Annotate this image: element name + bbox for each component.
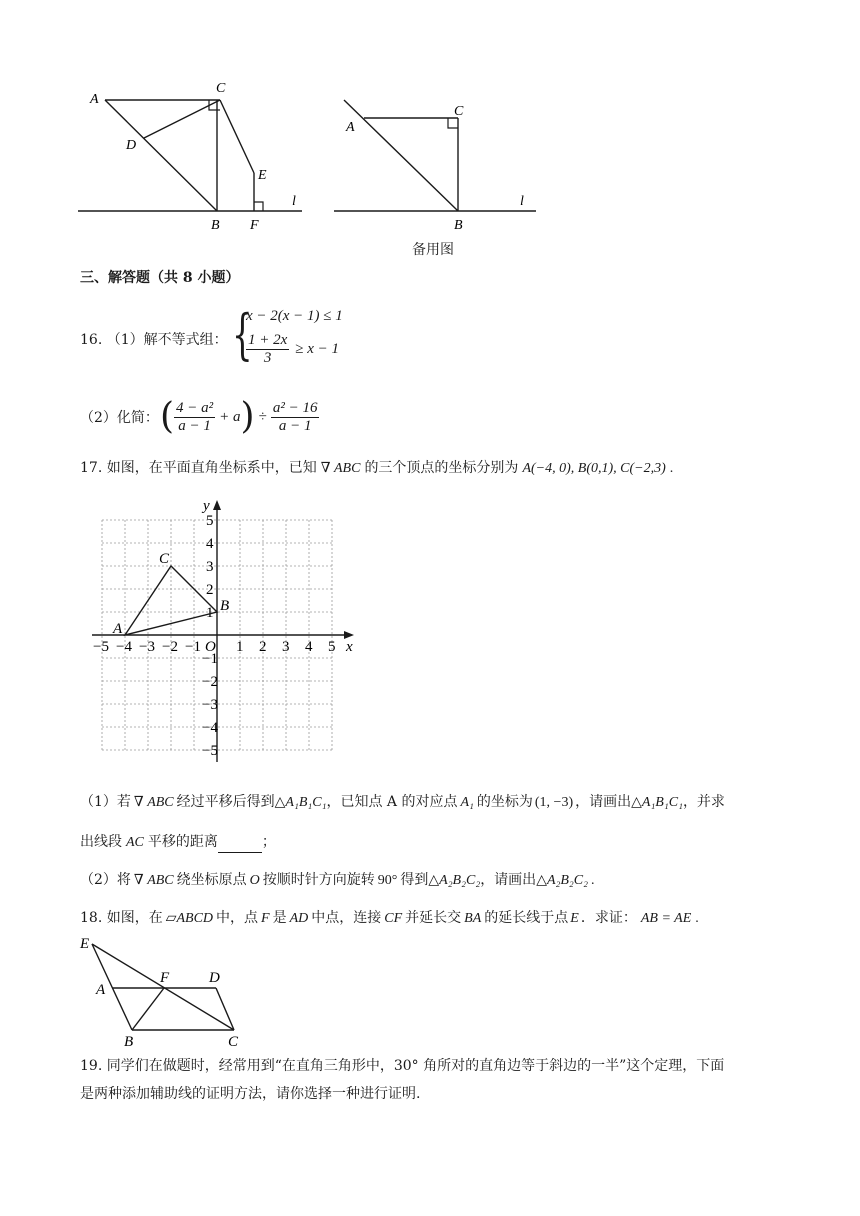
q18-end: .	[695, 911, 699, 926]
q16-part1-prefix: （1）解不等式组：	[106, 332, 228, 348]
q17-p2-a: （2）将	[80, 872, 131, 888]
x-tick-label: 4	[305, 639, 313, 655]
q18-b: 中，点	[216, 910, 259, 926]
answer-blank[interactable]	[218, 838, 262, 853]
q16-frac2-den: a − 1	[278, 417, 312, 434]
y-tick-label: −1	[202, 651, 218, 667]
x-tick-label: −3	[139, 639, 155, 655]
q19-line2: 是两种添加辅助线的证明方法，请你选择一种进行证明.	[80, 1086, 421, 1102]
y-axis-label: y	[203, 498, 210, 514]
label-B: B	[211, 218, 220, 233]
q17-p2-o: O	[249, 873, 260, 888]
figure-top-right	[330, 95, 550, 235]
q16-brace: {	[232, 303, 253, 366]
q18-figure	[76, 932, 256, 1050]
y-tick-label: −3	[202, 697, 218, 713]
q18-f: F	[261, 911, 270, 926]
label-l: l	[292, 194, 296, 209]
q17-stem-b: 的三个顶点的坐标分别为	[364, 460, 519, 476]
point-C-label: C	[159, 551, 170, 567]
q18-c: 是	[272, 910, 287, 926]
q17-p2-deg: 90°	[377, 873, 398, 888]
y-tick-label: 2	[206, 582, 214, 598]
label-B: B	[124, 1034, 134, 1050]
q18-par: ▱ABCD	[165, 911, 214, 926]
x-tick-label: 3	[282, 639, 290, 655]
y-tick-label: 1	[206, 605, 214, 621]
y-tick-label: −5	[202, 743, 218, 759]
y-tick-label: 3	[206, 559, 214, 575]
q17-p2-d: 得到	[400, 872, 429, 888]
label-C: C	[216, 81, 226, 96]
q19-line1: 19. 同学们在做题时，经常用到“在直角三角形中，30° 角所对的直角边等于斜边的一半”这个定理，下面	[80, 1058, 725, 1074]
q16-inequality-2	[246, 332, 339, 367]
q18-g: 的延长线于点	[484, 910, 569, 926]
coordinate-grid	[86, 488, 366, 774]
label-D: D	[126, 138, 137, 153]
q17-p1-tri: ∇ ABC	[133, 795, 174, 810]
q17-part2	[80, 870, 595, 891]
q17-stem	[80, 458, 673, 479]
q17-coords: A(−4, 0), B(0,1), C(−2,3)	[522, 461, 666, 476]
q18-a: 18. 如图，在	[80, 910, 163, 926]
x-tick-label: 5	[328, 639, 336, 655]
q18-cf: CF	[384, 911, 403, 926]
y-tick-label: 5	[206, 513, 214, 529]
q17-p1-c: ，已知点 A 的对应点	[326, 794, 458, 810]
label-B: B	[454, 218, 463, 233]
label-E: E	[80, 936, 90, 952]
y-tick-label: −2	[202, 674, 218, 690]
q16-ineq2-num: 1 + 2x	[248, 332, 288, 348]
q17-p2-tri: ∇ ABC	[133, 873, 174, 888]
x-tick-label: −2	[162, 639, 178, 655]
q16-part1	[80, 330, 228, 350]
q16-ineq2-rhs: ≥ x − 1	[295, 341, 340, 357]
point-B-label: B	[220, 598, 230, 614]
label-A: A	[90, 92, 99, 107]
x-tick-label: −4	[116, 639, 132, 655]
q16-ineq2-den: 3	[263, 350, 272, 366]
q18-pe: E	[570, 911, 579, 926]
q16-part2-prefix: （2）化简：	[80, 410, 159, 426]
q16-inequality-1: x − 2(x − 1) ≤ 1	[246, 308, 343, 324]
label-D: D	[209, 970, 220, 986]
origin-label: O	[205, 639, 216, 655]
q16-number: 16.	[80, 332, 103, 348]
q16-frac1-den: a − 1	[178, 417, 211, 434]
x-tick-label: −1	[185, 639, 201, 655]
q17-tri: ∇ ABC	[320, 461, 361, 476]
x-tick-label: −5	[93, 639, 109, 655]
y-tick-label: 4	[206, 536, 214, 552]
q17-p1-ac: AC	[126, 835, 144, 850]
q18-ad: AD	[289, 911, 309, 926]
q18-h: ．求证：	[580, 910, 637, 926]
q17-part1-line1	[80, 792, 725, 813]
label-C: C	[454, 104, 464, 119]
q17-p2-end: .	[591, 873, 595, 888]
q18-d: 中点，连接	[311, 910, 382, 926]
section-heading: 三、解答题（共 8 小题）	[80, 270, 240, 286]
y-tick-label: −4	[202, 720, 218, 736]
point-A-label: A	[113, 621, 123, 637]
q17-period: .	[669, 461, 674, 476]
q17-p1-line2: 出线段	[80, 834, 122, 850]
q17-p1-b: 经过平移后得到	[176, 794, 275, 810]
x-tick-label: 1	[236, 639, 244, 655]
label-E: E	[258, 168, 267, 183]
q17-p2-c: 按顺时针方向旋转	[262, 872, 375, 888]
q17-p1-g: 平移的距离	[147, 834, 218, 850]
q17-p2-tri2: △A₂B₂C₂	[428, 873, 481, 888]
q17-p2-e: ，请画出	[480, 872, 537, 888]
label-F: F	[250, 218, 259, 233]
x-tick-label: 2	[259, 639, 267, 655]
q17-p1-d: 的坐标为	[476, 794, 533, 810]
q17-p2-tri3: △A₂B₂C₂	[536, 873, 588, 888]
label-A: A	[346, 120, 355, 135]
q16-frac2-num: a² − 16	[272, 399, 318, 416]
q16-plus-a: + a	[219, 408, 241, 425]
q16-frac1-num: 4 − a²	[176, 399, 214, 416]
q17-p1-tri2: △A₁B₁C₁	[274, 795, 327, 810]
q16-expression: ( $\frac{\text{4 − a²}}{a - 1}$ + a ) ÷ $\frac{\text{a² − 16}}{a - 1}$	[160, 396, 318, 437]
q18-ba: BA	[464, 911, 482, 926]
label-l: l	[520, 194, 524, 209]
q18-eq: AB = AE	[640, 911, 692, 926]
label-C: C	[228, 1034, 239, 1050]
label-A: A	[96, 982, 106, 998]
q17-p1-e: ，请画出	[575, 794, 632, 810]
q17-p1-a: （1）若	[80, 794, 131, 810]
q17-part1-line2	[80, 832, 276, 853]
q18-stem	[80, 908, 699, 929]
spare-figure-caption: 备用图	[412, 242, 454, 258]
q16-div: ÷	[258, 408, 267, 425]
q17-stem-a: 17. 如图，在平面直角坐标系中，已知	[80, 460, 317, 476]
x-axis-arrow	[344, 631, 354, 639]
q17-p1-coord: (1, −3)	[534, 795, 574, 810]
y-axis-arrow	[213, 500, 221, 510]
figure-top-left	[70, 75, 320, 235]
q18-e: 并延长交	[405, 910, 462, 926]
q17-p2-b: 绕坐标原点	[176, 872, 247, 888]
label-F: F	[160, 970, 170, 986]
q17-p1-end: ；	[261, 834, 276, 850]
q17-p1-a1: A₁	[460, 795, 474, 810]
q17-p1-tri3: △A₁B₁C₁	[631, 795, 683, 810]
q17-p1-f: ，并求	[682, 794, 725, 810]
x-axis-label: x	[346, 639, 353, 655]
